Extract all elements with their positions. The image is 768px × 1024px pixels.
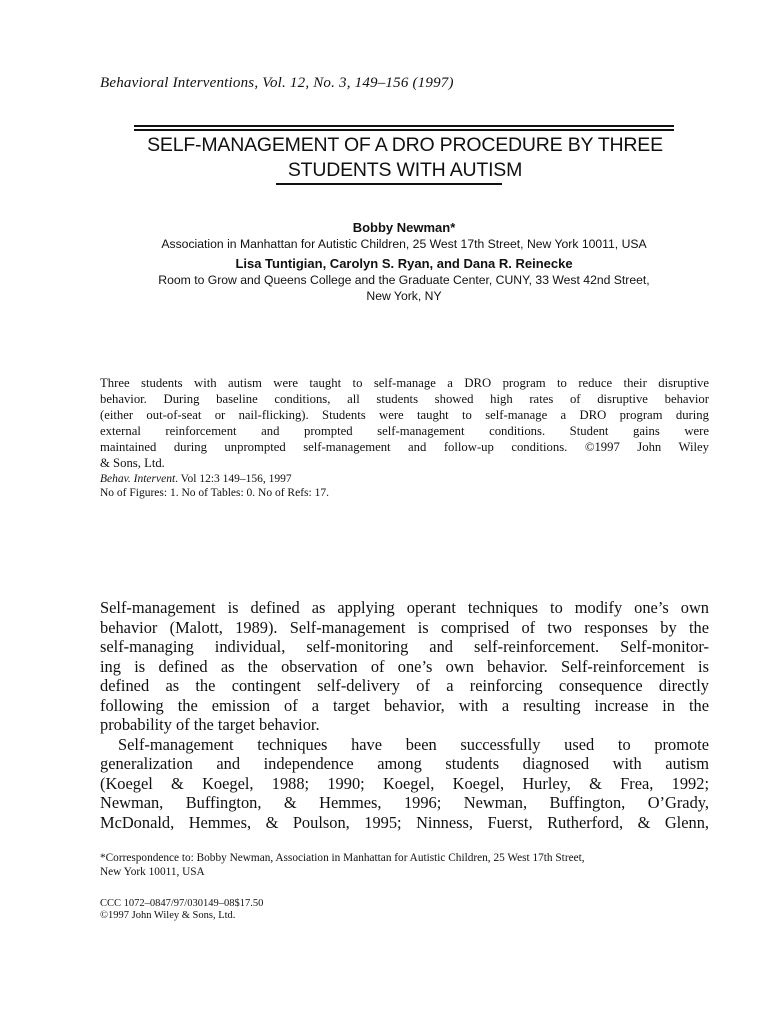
body-text [100, 598, 709, 832]
author-name: Bobby Newman* [352, 220, 456, 235]
meta-citation [100, 472, 329, 486]
abstract-line: maintained during unprompted self-management and follow-up conditions. ©1997 John Wiley [100, 440, 709, 454]
abstract-line: (either out-of-seat or nail-flicking). Students were taught to self-manage a DRO program during [100, 408, 709, 422]
body-line: Self-management is defined as applying operant techniques to modify one’s own [100, 598, 709, 617]
copyright-block [100, 898, 263, 922]
abstract-line: Three students with autism were taught to self-manage a DRO program to reduce their disruptive [100, 376, 709, 390]
title-top-rule-inner [134, 129, 674, 131]
body-line: behavior (Malott, 1989). Self-management is comprised of two responses by the [100, 617, 709, 637]
abstract-line: external reinforcement and prompted self-management conditions. Student gains were [100, 424, 709, 438]
author-names: Lisa Tuntigian, Carolyn S. Ryan, and Dana R. Reinecke [235, 256, 573, 271]
paper-title [110, 133, 700, 183]
title-bottom-rule [276, 183, 502, 185]
copyright-notice: ©1997 John Wiley & Sons, Ltd. [100, 910, 236, 921]
meta-counts: No of Figures: 1. No of Tables: 0. No of Refs: 17. [100, 487, 329, 499]
ccc-code: CCC 1072–0847/97/030149–08$17.50 [100, 898, 264, 909]
author-block-2 [100, 255, 708, 304]
abstract-line: & Sons, Ltd. [100, 456, 165, 470]
body-line: defined as the contingent self-delivery of a reinforcing consequence directly [100, 676, 709, 695]
body-line: ing is defined as the observation of one’s own behavior. Self-reinforcement is [100, 656, 709, 676]
title-top-rule [134, 125, 674, 127]
body-line: self-managing individual, self-monitoring and self-reinforcement. Self-monitor- [100, 637, 709, 656]
footnote-line-1: *Correspondence to: Bobby Newman, Association in Manhattan for Autistic Children, 25 West 17th Street, [100, 852, 585, 864]
abstract [100, 375, 709, 471]
article-meta [100, 472, 329, 500]
body-line: McDonald, Hemmes, & Poulson, 1995; Ninness, Fuerst, Rutherford, & Glenn, [100, 812, 709, 832]
body-line: Self-management techniques have been successfully used to promote [118, 734, 709, 754]
body-line: (Koegel & Koegel, 1988; 1990; Koegel, Koegel, Hurley, & Frea, 1992; [100, 773, 709, 793]
author-affiliation-line-1: Room to Grow and Queens College and the Graduate Center, CUNY, 33 West 42nd Street, [158, 273, 650, 287]
body-line: Newman, Buffington, & Hemmes, 1996; Newman, Buffington, O’Grady, [100, 793, 709, 812]
body-line: following the emission of a target behavior, with a resulting increase in the [100, 695, 709, 715]
abstract-line: behavior. During baseline conditions, all students showed high rates of disruptive behavior [100, 392, 709, 406]
author-block-1 [100, 219, 708, 252]
correspondence-footnote [100, 851, 585, 879]
author-affiliation-line-2: New York, NY [366, 289, 442, 303]
author-affiliation: Association in Manhattan for Autistic Children, 25 West 17th Street, New York 10011, USA [161, 237, 647, 251]
title-line-2: STUDENTS WITH AUTISM [287, 159, 523, 181]
body-line: probability of the target behavior. [100, 715, 320, 734]
body-line: generalization and independence among students diagnosed with autism [100, 754, 709, 773]
journal-abbrev: Behav. Intervent [100, 473, 176, 485]
meta-citation-rest: . Vol 12:3 149–156, 1997 [175, 473, 292, 485]
title-line-1: SELF-MANAGEMENT OF A DRO PROCEDURE BY THREE [147, 134, 663, 156]
footnote-line-2: New York 10011, USA [100, 866, 205, 878]
journal-citation: Behavioral Interventions, Vol. 12, No. 3, 149–156 (1997) [100, 75, 454, 91]
